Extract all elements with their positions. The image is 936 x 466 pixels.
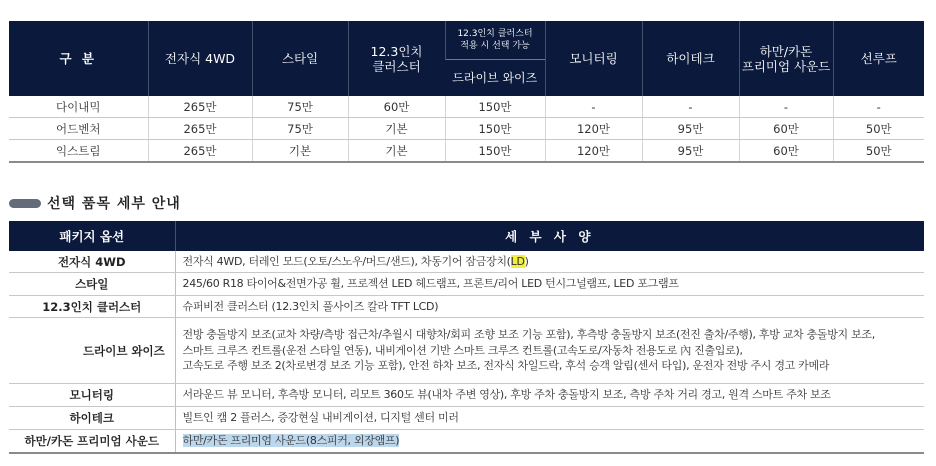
option-name: 스타일 xyxy=(9,273,175,296)
section-bullet-icon xyxy=(9,199,41,208)
price-cell: 150만 xyxy=(445,140,545,163)
option-desc-line: 전방 충돌방지 보조(교차 차량/측방 접근차/추월시 대향차/회피 조향 보조 기능 포함), 후측방 충돌방지 보조(전진 출차/주행), 후방 교차 충돌방지 보조, xyxy=(182,328,875,342)
table-row xyxy=(9,96,924,118)
price-cell: 기본 xyxy=(252,140,348,163)
header-package-option: 패키지 옵션 xyxy=(9,221,175,251)
option-desc-line: 스마트 크루즈 컨트롤(운전 스타일 연동), 내비게이션 기반 스마트 크루즈 컨트롤(고속도로/자동차 전용도로 內 진출입로), xyxy=(182,343,743,357)
price-cell: 75만 xyxy=(252,118,348,140)
table-row xyxy=(9,296,924,318)
highlight-text: LD xyxy=(510,254,525,268)
price-cell: 60만 xyxy=(739,140,833,163)
option-desc xyxy=(175,273,924,296)
price-cell: - xyxy=(739,96,833,118)
price-cell: 기본 xyxy=(348,118,445,140)
table-row xyxy=(9,407,924,430)
header-cluster-line1: 12.3인치 xyxy=(370,43,423,59)
price-cell: 50만 xyxy=(833,140,924,163)
option-desc xyxy=(175,384,924,407)
option-desc xyxy=(175,296,924,318)
table-row xyxy=(9,384,924,407)
option-desc xyxy=(175,251,924,273)
price-cell: 기본 xyxy=(348,140,445,163)
section-title: 선택 품목 세부 안내 xyxy=(47,196,181,212)
header-gubun: 구 분 xyxy=(9,21,148,96)
option-detail-table xyxy=(9,221,924,454)
header-cluster-note-line1: 12.3인치 클러스터 xyxy=(457,29,533,39)
header-style: 스타일 xyxy=(252,21,348,96)
price-cell: - xyxy=(833,96,924,118)
price-cell: 120만 xyxy=(545,118,642,140)
table-row xyxy=(9,273,924,296)
option-desc xyxy=(175,318,924,384)
price-cell: - xyxy=(545,96,642,118)
price-cell: 265만 xyxy=(148,140,252,163)
option-desc-text: 빌트인 캠 2 플러스, 증강현실 내비게이션, 디지털 센터 미러 xyxy=(182,411,459,425)
header-harman-line1: 하만/카돈 xyxy=(759,43,813,59)
header-harman xyxy=(739,21,833,96)
price-cell: - xyxy=(642,96,739,118)
table-row xyxy=(9,430,924,454)
option-name: 하이테크 xyxy=(9,407,175,430)
option-desc xyxy=(175,407,924,430)
price-cell: 50만 xyxy=(833,118,924,140)
option-desc-text: 슈퍼비전 클러스터 (12.3인치 풀사이즈 칼라 TFT LCD) xyxy=(182,299,439,313)
header-cluster-note xyxy=(445,21,545,60)
header-electronic-4wd: 전자식 4WD xyxy=(148,21,252,96)
price-cell: 265만 xyxy=(148,96,252,118)
table-row xyxy=(9,118,924,140)
trim-name: 다이내믹 xyxy=(9,96,148,118)
price-cell: 95만 xyxy=(642,140,739,163)
header-monitoring: 모니터링 xyxy=(545,21,642,96)
highlight-text: 하만/카돈 프리미엄 사운드(8스피커, 외장앰프) xyxy=(182,434,400,448)
price-cell: 95만 xyxy=(642,118,739,140)
price-cell: 60만 xyxy=(739,118,833,140)
table-row xyxy=(9,251,924,273)
header-spec: 세 부 사 양 xyxy=(175,221,924,251)
option-desc-text: 전자식 4WD, 터레인 모드(오토/스노우/머드/샌드), 차동기어 잠금장치( xyxy=(182,254,511,268)
table-row xyxy=(9,140,924,163)
price-cell: 75만 xyxy=(252,96,348,118)
header-cluster-note-line2: 적용 시 선택 가능 xyxy=(460,41,530,51)
option-name: 12.3인치 클러스터 xyxy=(9,296,175,318)
option-desc-text: 245/60 R18 타이어&전면가공 휠, 프로젝션 LED 헤드램프, 프론트/리어 LED 턴시그널램프, LED 포그램프 xyxy=(182,277,679,291)
header-cluster-line2: 클러스터 xyxy=(372,58,421,74)
price-cell: 120만 xyxy=(545,140,642,163)
section-heading xyxy=(9,193,181,213)
header-hitech: 하이테크 xyxy=(642,21,739,96)
option-name: 하만/카돈 프리미엄 사운드 xyxy=(9,430,175,454)
option-price-table xyxy=(9,21,924,163)
option-desc-end: ) xyxy=(524,254,529,268)
header-cluster xyxy=(348,21,445,96)
header-sunroof: 선루프 xyxy=(833,21,924,96)
table-row xyxy=(9,318,924,384)
trim-name: 어드벤처 xyxy=(9,118,148,140)
option-desc xyxy=(175,430,924,454)
option-desc-line: 고속도로 주행 보조 2(차로변경 보조 기능 포함), 안전 하차 보조, 전자식 차일드락, 후석 승객 알림(센서 타입), 운전자 전방 주시 경고 카메라 xyxy=(182,359,830,373)
price-cell: 150만 xyxy=(445,118,545,140)
option-name: 드라이브 와이즈 xyxy=(9,318,175,384)
header-harman-line2: 프리미엄 사운드 xyxy=(741,58,831,74)
option-name: 전자식 4WD xyxy=(9,251,175,273)
price-cell: 265만 xyxy=(148,118,252,140)
trim-name: 익스트림 xyxy=(9,140,148,163)
option-desc-text: 서라운드 뷰 모니터, 후측방 모니터, 리모트 360도 뷰(내차 주변 영상), 후방 주차 충돌방지 보조, 측방 주차 거리 경고, 원격 스마트 주차 보조 xyxy=(182,388,831,402)
price-cell: 150만 xyxy=(445,96,545,118)
option-name: 모니터링 xyxy=(9,384,175,407)
header-drive-wise: 드라이브 와이즈 xyxy=(445,60,545,97)
price-cell: 60만 xyxy=(348,96,445,118)
